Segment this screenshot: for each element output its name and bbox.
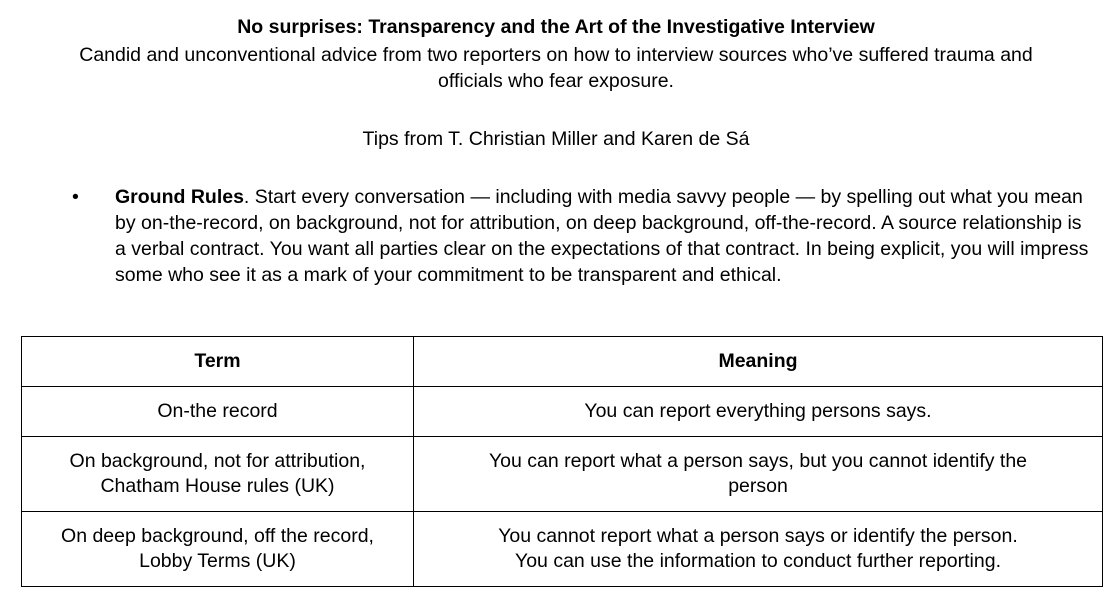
table-row — [22, 437, 1103, 512]
bullet-paragraph — [115, 184, 1090, 288]
term-cell — [22, 512, 414, 587]
tips-byline: Tips from T. Christian Miller and Karen de Sá — [362, 128, 750, 150]
meaning-line: You can use the information to conduct further reporting. — [515, 550, 1001, 572]
bullet-icon: • — [72, 186, 79, 208]
term-line: Chatham House rules (UK) — [100, 475, 335, 497]
meaning-cell — [414, 437, 1103, 512]
bullet-heading: Ground Rules — [115, 186, 244, 208]
table-row — [22, 512, 1103, 587]
term-cell — [22, 387, 414, 437]
meaning-cell — [414, 387, 1103, 437]
table-header-row — [22, 337, 1103, 387]
term-line: Lobby Terms (UK) — [139, 550, 296, 572]
header-term: Term — [22, 337, 414, 387]
meaning-line: You cannot report what a person says or identify the person. — [498, 525, 1018, 547]
document-title: No surprises: Transparency and the Art of the Investigative Interview — [237, 16, 875, 38]
meaning-line: You can report everything persons says. — [584, 400, 932, 422]
meaning-line: You can report what a person says, but you cannot identify the — [488, 450, 1028, 472]
meaning-cell — [414, 512, 1103, 587]
term-cell — [22, 437, 414, 512]
bullet-body: . Start every conversation — including with media savvy people — by spelling out what you mean by on-the-record, on background, not for attribution, on deep background, off-the-record. A source relationship is a verbal contract. You want all parties clear on the expectations of that contract. In being explicit, you will impress some who see it as a mark of your commitment to be transparent and ethical. — [115, 186, 1089, 286]
term-line: On deep background, off the record, — [61, 525, 374, 547]
document-subtitle: Candid and unconventional advice from two reporters on how to interview sources who’ve suffered trauma and officials who fear exposure. — [79, 44, 1033, 92]
terms-table — [21, 336, 1103, 587]
table-row — [22, 387, 1103, 437]
term-line: On-the record — [157, 400, 278, 422]
header-meaning: Meaning — [414, 337, 1103, 387]
term-line: On background, not for attribution, — [69, 450, 366, 472]
meaning-line: person — [728, 475, 788, 497]
